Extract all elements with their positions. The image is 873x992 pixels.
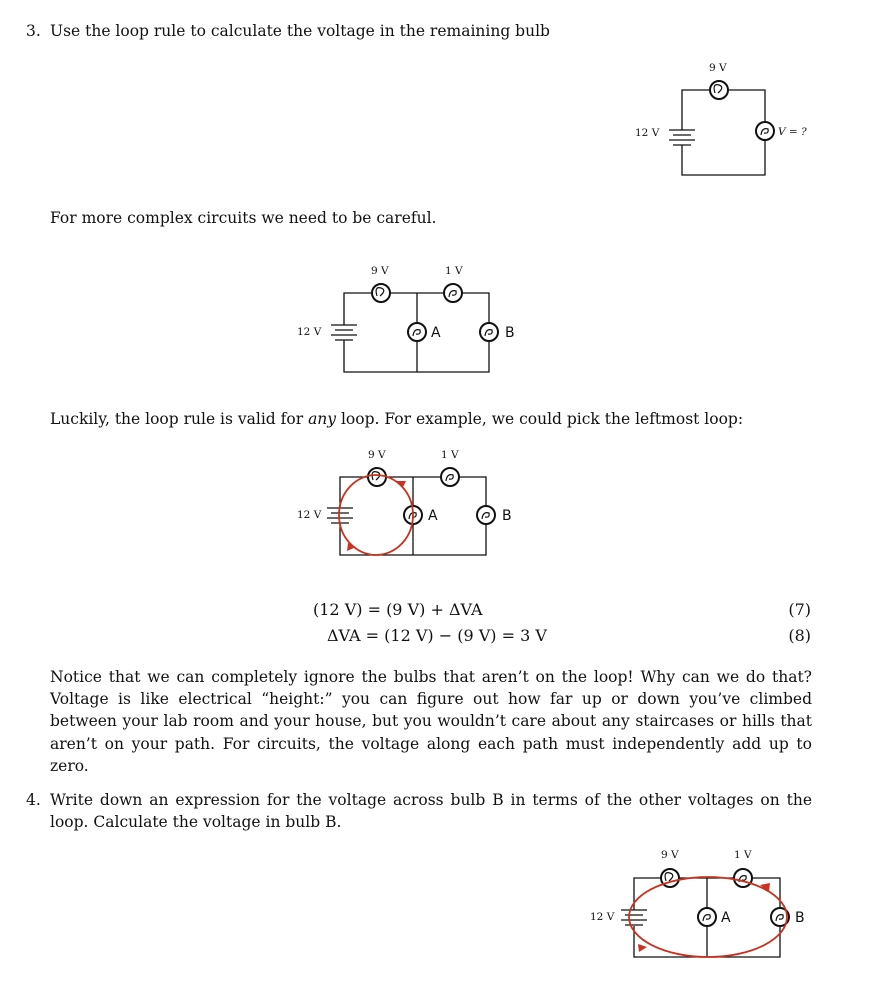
circuit4-battery-label: 12 V: [590, 911, 615, 923]
circuit3-bulb-1-label: 1 V: [441, 449, 459, 461]
circuit3-bulb-9-label: 9 V: [368, 449, 386, 461]
complex-intro-text: For more complex circuits we need to be careful.: [50, 209, 437, 227]
problem4-number: 4.: [26, 791, 41, 809]
circuit2-battery-label: 12 V: [297, 326, 322, 338]
problem3-number: 3.: [26, 22, 41, 40]
equation-8-number: (8): [788, 626, 811, 645]
problem3-text: Use the loop rule to calculate the voltage in the remaining bulb: [50, 22, 550, 40]
luckily-emphasis: any: [308, 410, 337, 428]
circuit2-bulb-9-label: 9 V: [371, 265, 389, 277]
circuit1-battery-label: 12 V: [635, 127, 660, 139]
equation-7-number: (7): [788, 600, 811, 619]
luckily-post: loop. For example, we could pick the leftmost loop:: [336, 410, 744, 428]
circuit1-unknown-label: V = ?: [778, 126, 807, 138]
circuit1-bulb-top-label: 9 V: [709, 62, 727, 74]
circuit3-bulb-b-label: B: [502, 508, 512, 524]
circuit2-bulb-1-label: 1 V: [445, 265, 463, 277]
equation-8: ΔVA = (12 V) − (9 V) = 3 V: [327, 626, 547, 645]
circuit3-battery-label: 12 V: [297, 509, 322, 521]
equation-7: (12 V) = (9 V) + ΔVA: [313, 600, 483, 619]
circuit4-bulb-9-label: 9 V: [661, 849, 679, 861]
circuit4-bulb-a-label: A: [721, 910, 731, 926]
problem4-text: Write down an expression for the voltage across bulb B in terms of the other voltages on the loop. Calculate the voltage in bulb B.: [50, 791, 812, 832]
notice-paragraph: Notice that we can completely ignore the bulbs that aren’t on the loop! Why can we do that? Voltage is like electrical “height:” you can figure out how far up or down you’ve climbed between your lab room and your house, but you wouldn’t care about any staircases or hills that aren’t on your path. For circuits, the voltage along each path must independently add up to zero.: [50, 668, 812, 775]
circuit4-bulb-b-label: B: [795, 910, 805, 926]
circuit4-bulb-1-label: 1 V: [734, 849, 752, 861]
luckily-pre: Luckily, the loop rule is valid for: [50, 410, 309, 428]
circuit2-bulb-b-label: B: [505, 325, 515, 341]
circuit3-bulb-a-label: A: [428, 508, 438, 524]
circuit2-bulb-a-label: A: [431, 325, 441, 341]
